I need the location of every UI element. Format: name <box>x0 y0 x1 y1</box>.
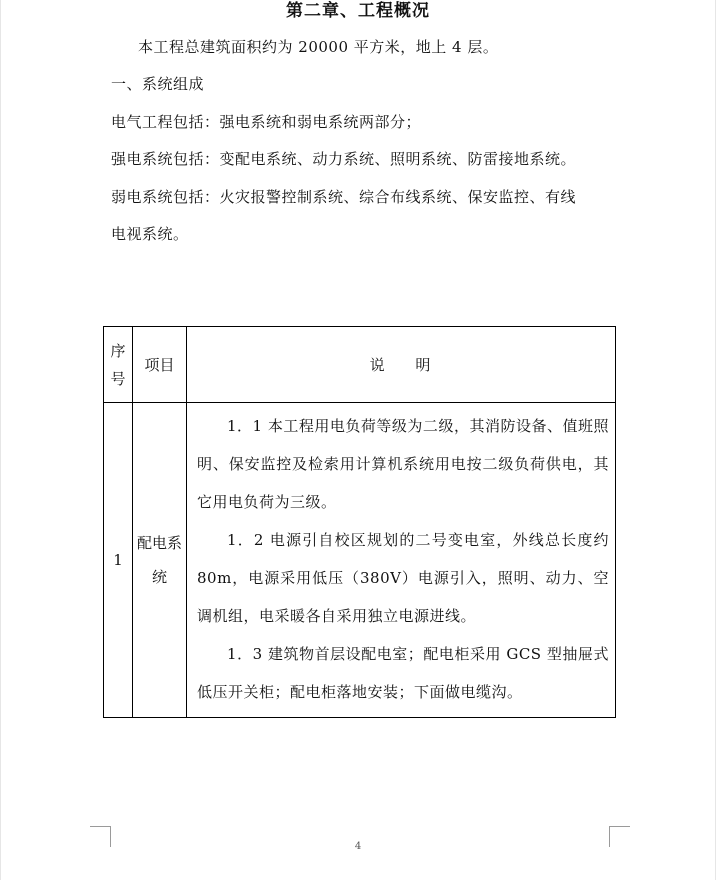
page-number: 4 <box>354 841 362 852</box>
header-description: 说 明 <box>187 327 616 403</box>
header-item: 项目 <box>133 327 187 403</box>
section-heading: 一、系统组成 <box>111 75 205 93</box>
table-header-row <box>104 327 616 403</box>
intro-paragraph: 本工程总建筑面积约为 20000 平方米，地上 4 层。 <box>138 38 499 56</box>
paragraph-weak-current: 弱电系统包括：火灾报警控制系统、综合布线系统、保安监控、有线 <box>111 188 577 206</box>
row-description <box>187 403 616 718</box>
description-paragraph-1-1: 1．1 本工程用电负荷等级为二级，其消防设备、值班照明、保安监控及检索用计算机系统用电按二级负荷供电，其它用电负荷为三级。 <box>197 417 609 511</box>
header-no: 序号 <box>104 327 133 403</box>
description-paragraph-1-3: 1．3 建筑物首层设配电室；配电柜采用 GCS 型抽屉式低压开关柜；配电柜落地安装；下面做电缆沟。 <box>197 645 609 701</box>
chapter-title: 第二章、工程概况 <box>286 1 430 21</box>
row-item: 配电系统 <box>133 403 187 718</box>
paragraph-electrical: 电气工程包括：强电系统和弱电系统两部分； <box>111 113 422 131</box>
table-row <box>104 403 616 718</box>
description-paragraph-1-2: 1．2 电源引自校区规划的二号变电室，外线总长度约 80m，电源采用低压（380V）电源引入，照明、动力、空调机组，电采暖各自采用独立电源进线。 <box>197 531 609 625</box>
row-no: 1 <box>104 403 133 718</box>
system-table <box>103 326 616 718</box>
paragraph-strong-current: 强电系统包括：变配电系统、动力系统、照明系统、防雷接地系统。 <box>111 150 577 168</box>
paragraph-weak-current-continued: 电视系统。 <box>111 225 189 243</box>
